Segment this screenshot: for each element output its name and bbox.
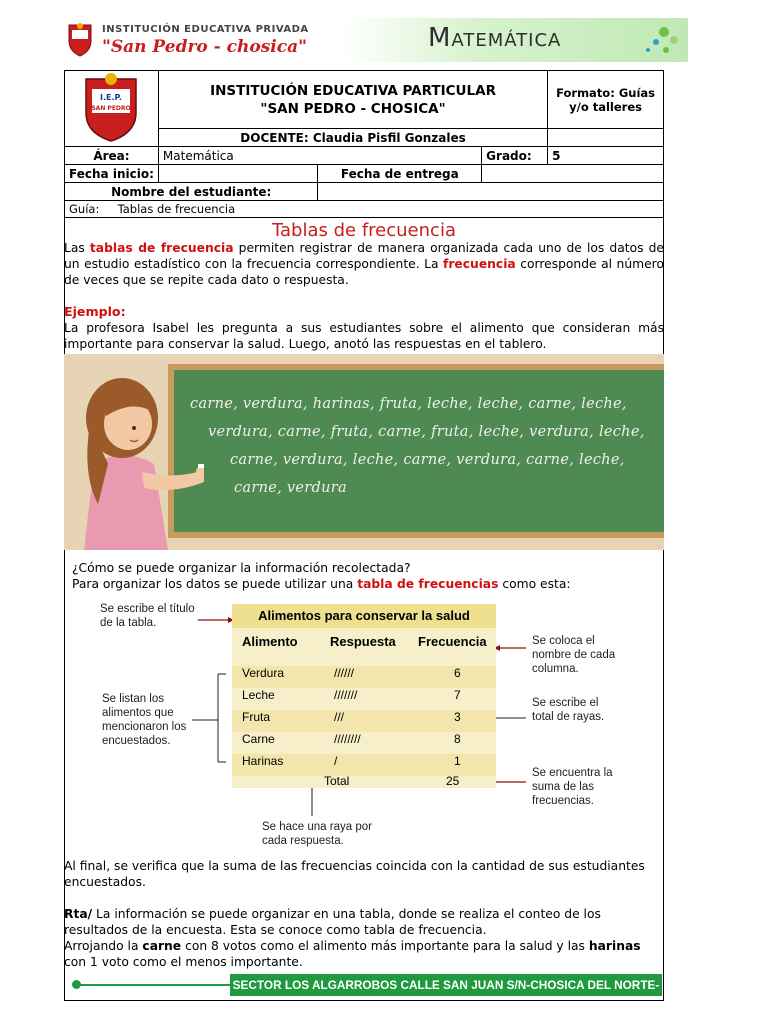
blackboard-illustration xyxy=(64,354,664,550)
row-respuesta: //////// xyxy=(334,732,361,746)
banner-institution-label: INSTITUCIÓN EDUCATIVA PRIVADA xyxy=(102,24,309,35)
row-alimento: Verdura xyxy=(242,666,285,680)
board-line: carne, verdura, leche, carne, verdura, carne, leche, xyxy=(230,452,625,468)
fecha-inicio-label: Fecha inicio: xyxy=(65,165,159,183)
banner-school-name: "San Pedro - chosica" xyxy=(102,37,307,57)
institution-cell xyxy=(158,71,547,129)
footer-address: SECTOR LOS ALGARROBOS CALLE SAN JUAN S/N-CHOSICA DEL NORTE-LA VICTORIA xyxy=(230,974,662,996)
fecha-entrega-label: Fecha de entrega xyxy=(318,165,482,183)
top-banner xyxy=(60,18,688,62)
highlight-frecuencia: frecuencia xyxy=(443,257,516,271)
blackboard xyxy=(168,364,664,538)
logo-text-top: I.E.P. xyxy=(100,93,123,102)
area-label: Área: xyxy=(65,147,159,165)
question-text: ¿Cómo se puede organizar la información recolectada? xyxy=(72,561,411,575)
annotation-title: Se escribe el título de la tabla. xyxy=(100,603,195,629)
banner-subject: Matemática xyxy=(428,23,562,53)
annotation-total-rays: Se escribe el total de rayas. xyxy=(532,697,605,723)
row-frecuencia: 3 xyxy=(454,710,461,724)
guia-value: Tablas de frecuencia xyxy=(117,202,236,216)
total-label: Total xyxy=(324,774,350,788)
organize-text: Para organizar los datos se puede utilizar una tabla de frecuencias como esta: xyxy=(72,577,571,591)
header-table xyxy=(64,70,664,218)
answer-paragraph: Rta/ La información se puede organizar en una tabla, donde se realiza el conteo de los resultados de la encuesta. Esta se conoce como tabla de frecuencia. Arrojando la carne con 8 votos como el alimento más importante para la salud y las harinas con 1 voto como el menos importante. xyxy=(64,907,641,969)
institution-line1: INSTITUCIÓN EDUCATIVA PARTICULAR xyxy=(210,82,496,99)
row-frecuencia: 8 xyxy=(454,732,461,746)
nombre-label: Nombre del estudiante: xyxy=(65,183,318,201)
total-value: 25 xyxy=(446,774,460,788)
frequency-table-title: Alimentos para conservar la salud xyxy=(232,604,496,628)
row-respuesta: / xyxy=(334,754,338,768)
column-header-frecuencia: Frecuencia xyxy=(418,634,487,649)
empty-cell xyxy=(548,129,664,147)
frequency-table-diagram xyxy=(86,600,622,852)
fecha-inicio-value[interactable] xyxy=(158,165,318,183)
formato-cell: Formato: Guías y/o talleres xyxy=(548,71,664,129)
nombre-value[interactable] xyxy=(318,183,664,201)
row-frecuencia: 6 xyxy=(454,666,461,680)
board-line: verdura, carne, fruta, carne, fruta, leche, verdura, leche, xyxy=(208,424,645,440)
docente-cell: DOCENTE: Claudia Pisfil Gonzales xyxy=(158,129,547,147)
annotation-one-ray: Se hace una raya por cada respuesta. xyxy=(262,821,372,847)
guia-label: Guía: xyxy=(69,202,100,216)
column-header-respuesta: Respuesta xyxy=(330,634,396,649)
row-alimento: Carne xyxy=(242,732,275,746)
board-line: carne, verdura, harinas, fruta, leche, leche, carne, leche, xyxy=(190,396,627,412)
decorative-dots-icon xyxy=(620,24,680,58)
teacher-girl-icon xyxy=(64,354,204,550)
guia-cell xyxy=(65,201,664,218)
row-frecuencia: 1 xyxy=(454,754,461,768)
area-value: Matemática xyxy=(158,147,481,165)
bold-harinas: harinas xyxy=(588,939,641,953)
school-shield-icon xyxy=(66,21,94,57)
final-paragraph: Al final, se verifica que la suma de las frecuencias coincida con la cantidad de sus estudiantes encuestados. xyxy=(64,859,645,889)
grado-label: Grado: xyxy=(482,147,548,165)
annotation-listed-foods: Se listan los alimentos que mencionaron los encuestados. xyxy=(102,693,187,747)
institution-line2: "SAN PEDRO - CHOSICA" xyxy=(260,100,446,117)
row-alimento: Fruta xyxy=(242,710,271,724)
row-respuesta: ////// xyxy=(334,666,355,680)
rta-label: Rta/ xyxy=(64,907,93,921)
row-alimento: Harinas xyxy=(242,754,284,768)
ejemplo-label: Ejemplo: xyxy=(64,304,126,319)
bold-carne: carne xyxy=(142,939,182,953)
highlight-tablas: tablas de frecuencia xyxy=(89,241,234,255)
row-frecuencia: 7 xyxy=(454,688,461,702)
highlight-tabla-frecuencias: tabla de frecuencias xyxy=(357,577,499,591)
row-respuesta: /////// xyxy=(334,688,358,702)
logo-cell xyxy=(65,71,159,147)
board-line: carne, verdura xyxy=(234,480,347,496)
logo-text-bottom: SAN PEDRO xyxy=(91,105,132,112)
school-logo-icon xyxy=(82,71,140,143)
row-alimento: Leche xyxy=(242,688,275,702)
column-header-alimento: Alimento xyxy=(242,634,298,649)
annotation-sum: Se encuentra la suma de las frecuencias. xyxy=(532,767,613,807)
annotation-column-names: Se coloca el nombre de cada columna. xyxy=(532,635,616,675)
intro-paragraph: Las tablas de frecuencia permiten registrar de manera organizada cada uno de los datos de un estudio estadístico con la frecuencia correspondiente. La frecuencia corresponde al número de veces que se repite cada dato o respuesta. xyxy=(64,241,664,287)
fecha-entrega-value[interactable] xyxy=(482,165,664,183)
row-respuesta: /// xyxy=(334,710,345,724)
frequency-table xyxy=(232,604,496,788)
page-title: Tablas de frecuencia xyxy=(272,220,456,241)
footer-line xyxy=(76,984,232,986)
grado-value: 5 xyxy=(548,147,664,165)
ejemplo-text: La profesora Isabel les pregunta a sus estudiantes sobre el alimento que consideran más importante para conservar la salud. Luego, anotó las respuestas en el tablero. xyxy=(64,321,664,351)
